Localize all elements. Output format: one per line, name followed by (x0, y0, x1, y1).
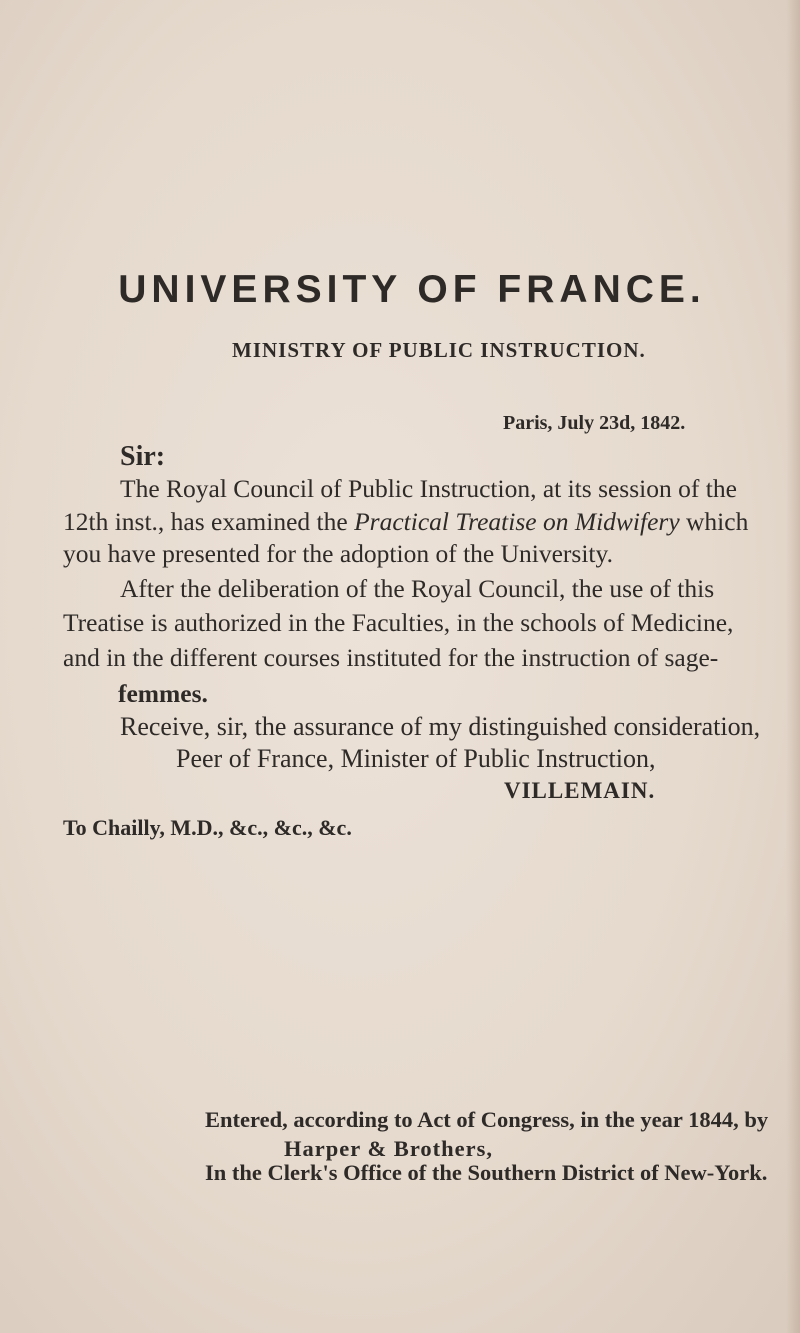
page-edge-shadow (786, 0, 800, 1333)
letter-dateline: Paris, July 23d, 1842. (503, 412, 686, 434)
letter-salutation: Sir: (120, 441, 166, 472)
paragraph-1-line-2-end: which (679, 507, 749, 536)
paragraph-2-line-3: and in the different courses instituted for the instruction of sage- (63, 643, 719, 672)
letter-signature: VILLEMAIN. (504, 778, 656, 803)
paragraph-1-line-2 (63, 507, 748, 537)
page-title: UNIVERSITY OF FRANCE. (118, 268, 706, 311)
paragraph-2-line-2: Treatise is authorized in the Faculties, in the schools of Medicine, (63, 608, 734, 637)
paragraph-1-line-2-start: 12th inst., has examined the (63, 507, 355, 536)
ministry-heading: MINISTRY OF PUBLIC INSTRUCTION. (232, 338, 646, 362)
copyright-line-1: Entered, according to Act of Congress, in the year 1844, by (205, 1107, 769, 1132)
letter-addressee: To Chailly, M.D., &c., &c., &c. (63, 815, 352, 840)
copyright-publisher: Harper & Brothers, (284, 1136, 494, 1161)
paragraph-2-line-4: femmes. (118, 679, 208, 708)
letter-closing: Receive, sir, the assurance of my distinguished consideration, (120, 712, 761, 741)
copyright-line-3: In the Clerk's Office of the Southern District of New-York. (205, 1160, 768, 1185)
paragraph-1-line-1: The Royal Council of Public Instruction, at its session of the (120, 474, 737, 503)
paragraph-2-line-1: After the deliberation of the Royal Council, the use of this (120, 574, 715, 603)
paragraph-1-line-3: you have presented for the adoption of the University. (63, 539, 613, 568)
treatise-title: Practical Treatise on Midwifery (354, 507, 680, 536)
signatory-title: Peer of France, Minister of Public Instruction, (176, 744, 656, 773)
